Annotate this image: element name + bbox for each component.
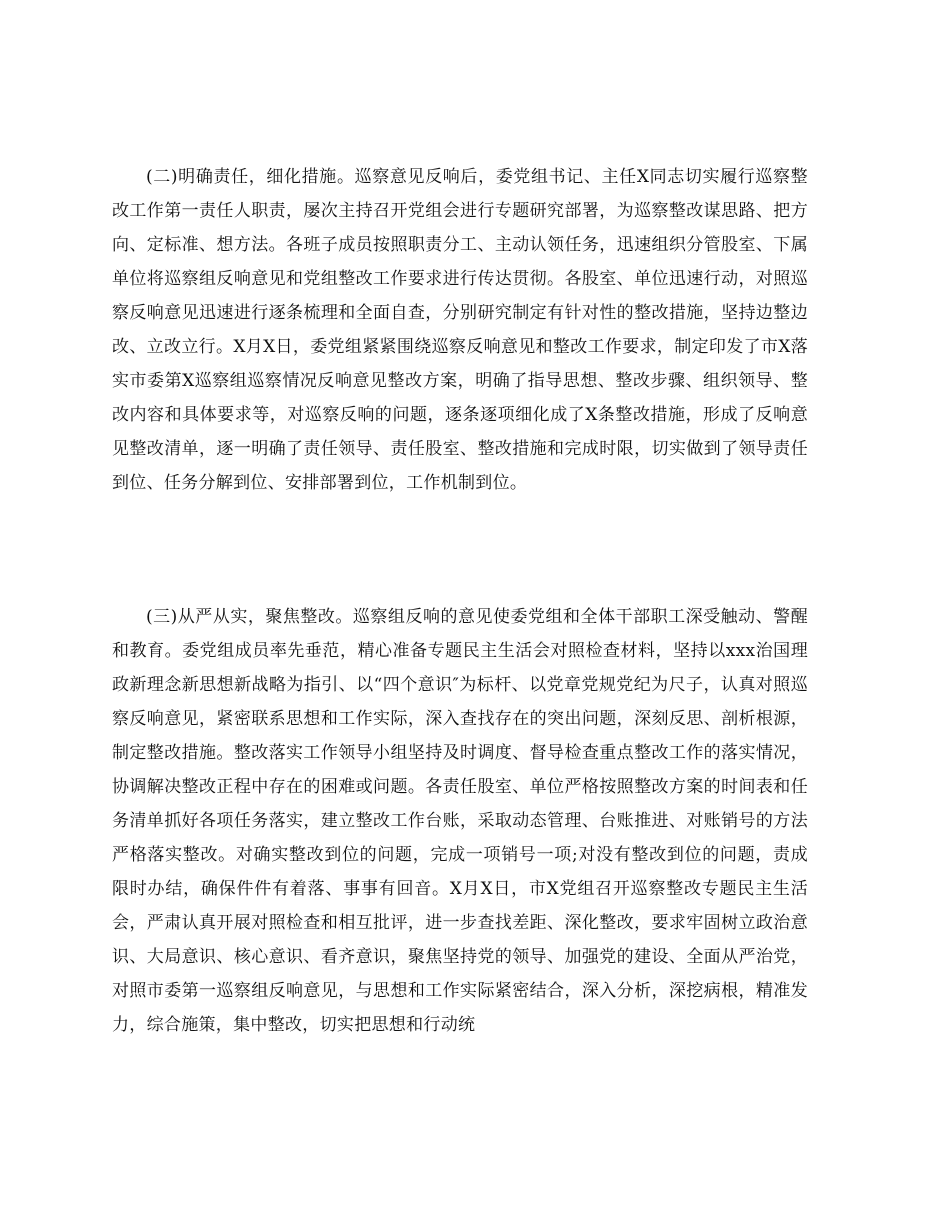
paragraph-strict-rectification: (三)从严从实，聚焦整改。巡察组反响的意见使委党组和全体干部职工深受触动、警醒和教育。委党组成员率先垂范，精心准备专题民主生活会对照检查材料，坚持以xxx治国理政新理念新思想新战略为指引、以“四个意识″为标杆、以党章党规党纪为尺子，认真对照巡察反响意见，紧密联系思想和工作实际，深入查找存在的突出问题，深刻反思、剖析根源，制定整改措施。整改落实工作领导小组坚持及时调度、督导检查重点整改工作的落实情况，协调解决整改正程中存在的困难或问题。各责任股室、单位严格按照整改方案的时间表和任务清单抓好各项任务落实，建立整改工作台账，采取动态管理、台账推进、对账销号的方法严格落实整改。对确实整改到位的问题，完成一项销号一项;对没有整改到位的问题，责成限时办结，确保件件有着落、事事有回音。X月X日，市X党组召开巡察整改专题民主生活会，严肃认真开展对照检查和相互批评，进一步查找差距、深化整改，要求牢固树立政治意识、大局意识、核心意识、看齐意识，聚焦坚持党的领导、加强党的建设、全面从严治党，对照市委第一巡察组反响意见，与思想和工作实际紧密结合，深入分析，深挖病根，精准发力，综合施策，集中整改，切实把思想和行动统	[112, 607, 808, 1035]
paragraph-clarify-responsibility: (二)明确责任，细化措施。巡察意见反响后，委党组书记、主任X同志切实履行巡察整改工作第一责任人职责，屡次主持召开党组会进行专题研究部署，为巡察整改谋思路、把方向、定标准、想方法。各班子成员按照职责分工、主动认领任务，迅速组织分管股室、下属单位将巡察组反响意见和党组整改工作要求进行传达贯彻。各股室、单位迅速行动，对照巡察反响意见迅速进行逐条梳理和全面自查，分别研究制定有针对性的整改措施，坚持边整边改、立改立行。X月X日，委党组紧紧围绕巡察反响意见和整改工作要求，制定印发了市X落实市委第X巡察组巡察情况反响意见整改方案，明确了指导思想、整改步骤、组织领导、整改内容和具体要求等，对巡察反响的问题，逐条逐项细化成了X条整改措施，形成了反响意见整改清单，逐一明确了责任领导、责任股室、整改措施和完成时限，切实做到了领导责任到位、任务分解到位、安排部署到位，工作机制到位。	[112, 167, 808, 493]
